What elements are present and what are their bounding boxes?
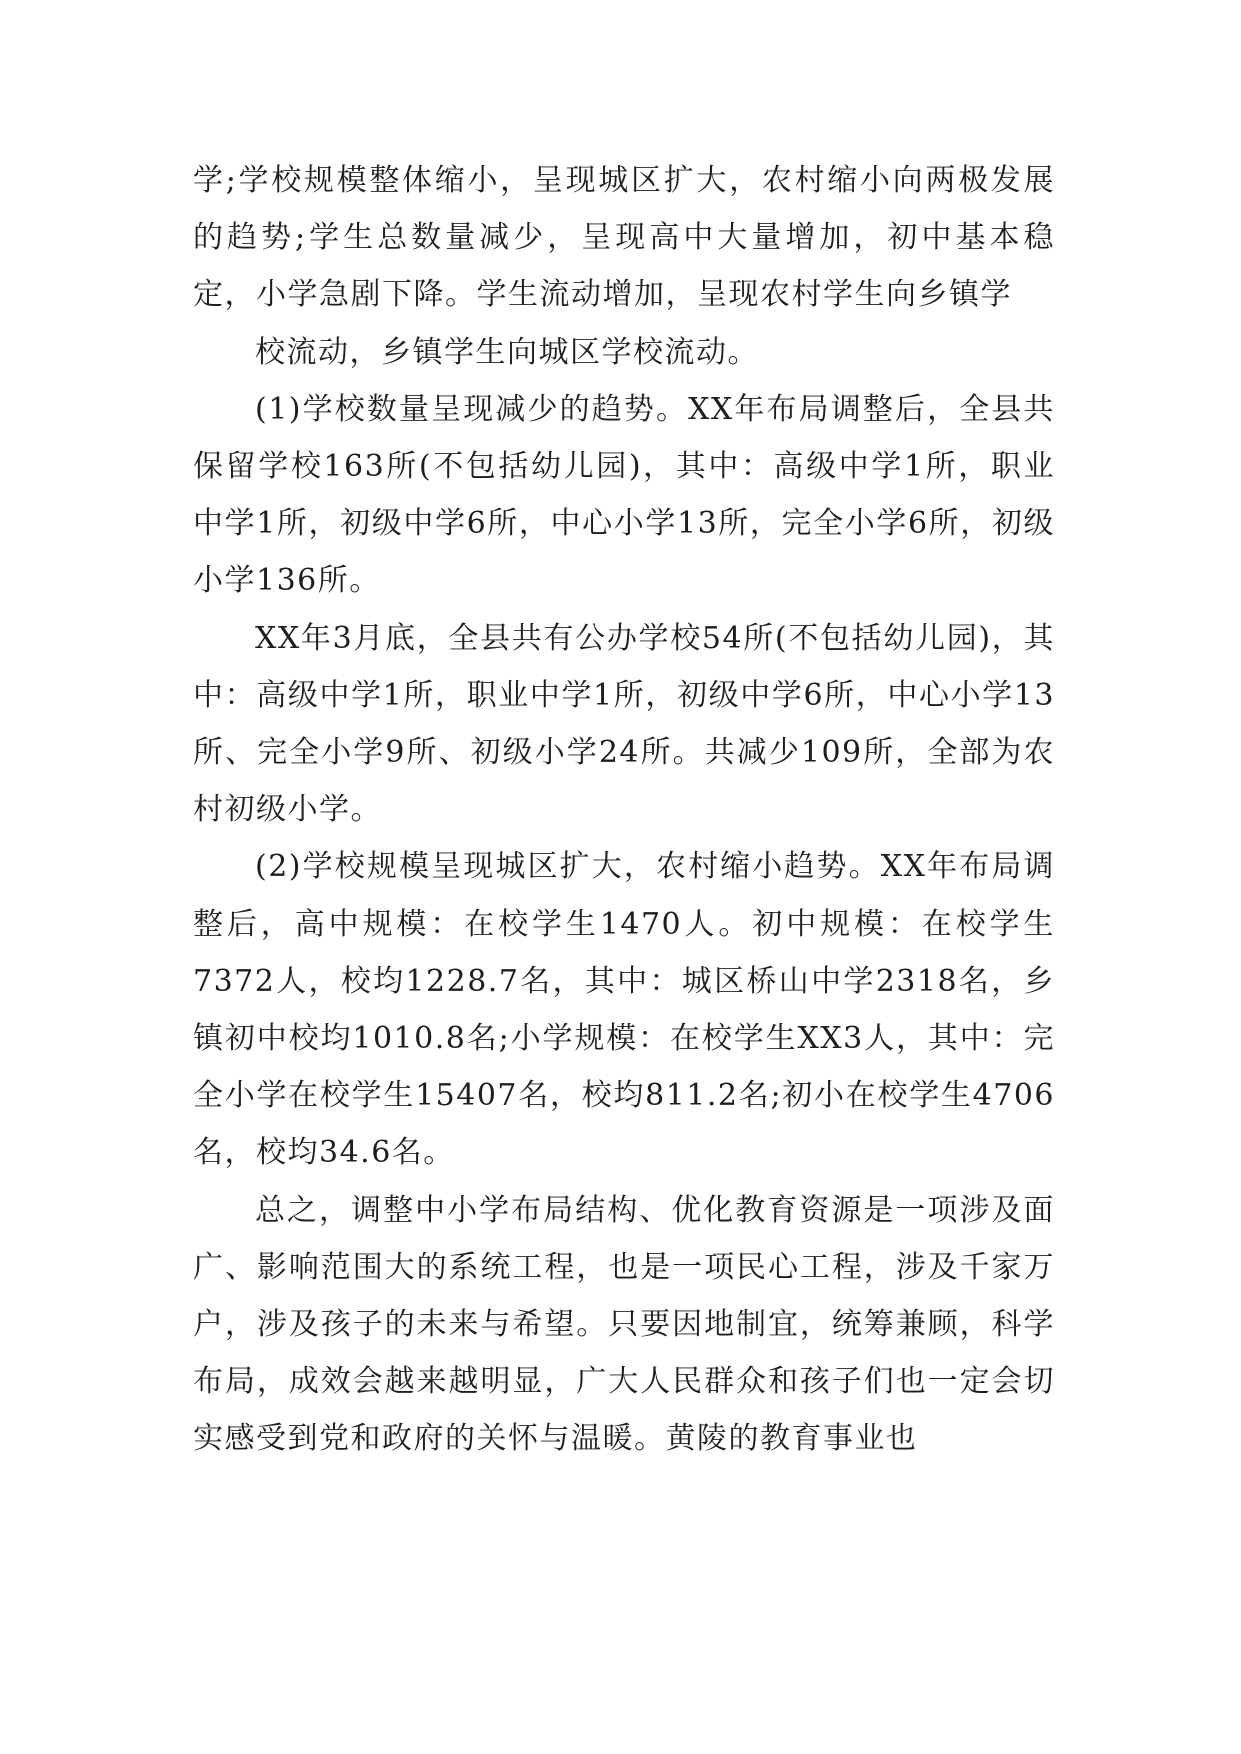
paragraph-school-flow: 校流动，乡镇学生向城区学校流动。	[255, 334, 759, 370]
paragraph-summary: 总之，调整中小学布局结构、优化教育资源是一项涉及面广、影响范围大的系统工程，也是一项民心工程，涉及千家万户，涉及孩子的未来与希望。只要因地制宜，统筹兼顾，科学布局，成效会越来越明显，广大人民群众和孩子们也一定会切实感受到党和政府的关怀与温暖。黄陵的教育事业也	[193, 1192, 1055, 1457]
paragraph-school-count: (1)学校数量呈现减少的趋势。XX年布局调整后，全县共保留学校163所(不包括幼儿园)，其中：高级中学1所，职业中学1所，初级中学6所，中心小学13所，完全小学6所，初级小学136所。	[193, 391, 1055, 599]
paragraph-school-scale: (2)学校规模呈现城区扩大，农村缩小趋势。XX年布局调整后，高中规模：在校学生1470人。初中规模：在校学生7372人，校均1228.7名，其中：城区桥山中学2318名，乡镇初中校均1010.8名;小学规模：在校学生XX3人，其中：完全小学在校学生15407名，校均811.2名;初小在校学生4706名，校均34.6名。	[193, 849, 1055, 1171]
paragraph-continuation: 学;学校规模整体缩小，呈现城区扩大，农村缩小向两极发展的趋势;学生总数量减少，呈现高中大量增加，初中基本稳定，小学急剧下降。学生流动增加，呈现农村学生向乡镇学	[193, 163, 1055, 313]
paragraph-public-schools: XX年3月底，全县共有公办学校54所(不包括幼儿园)，其中：高级中学1所，职业中学1所，初级中学6所，中心小学13所、完全小学9所、初级小学24所。共减少109所，全部为农村初级小学。	[193, 620, 1055, 828]
document-body	[193, 152, 1055, 1468]
